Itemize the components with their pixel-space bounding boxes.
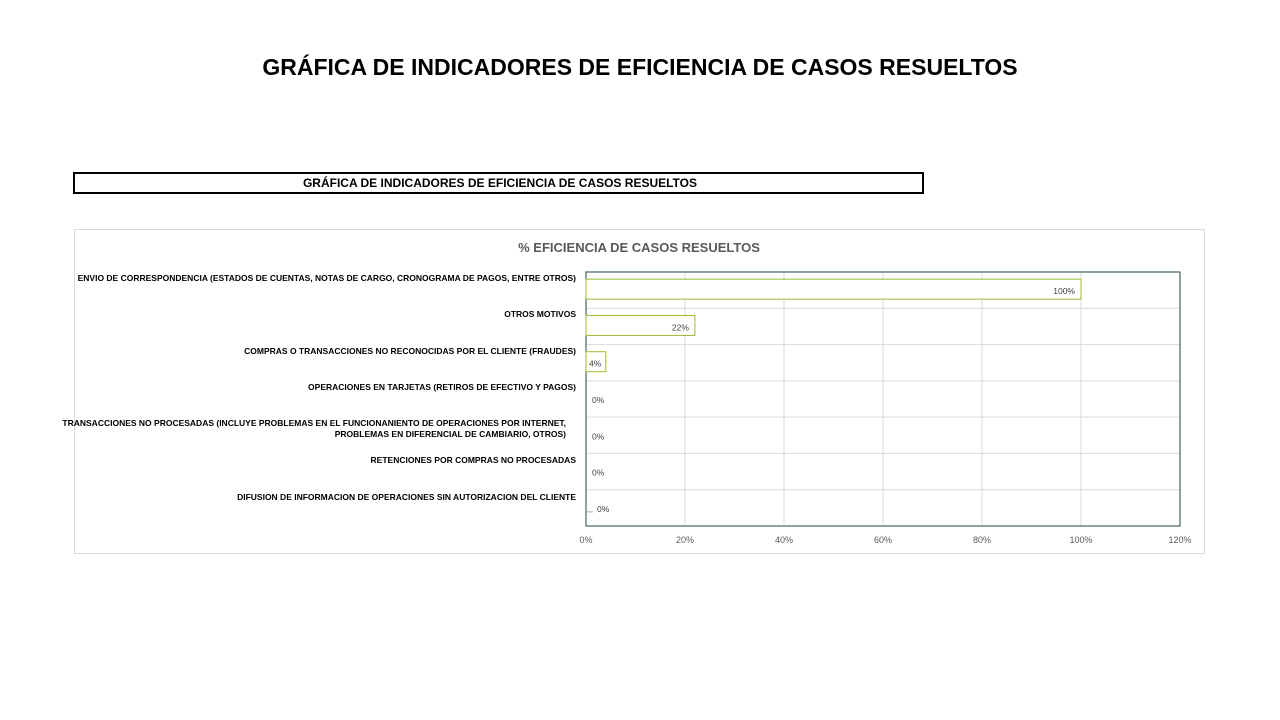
x-tick-label: 60% <box>873 535 893 545</box>
x-tick-label: 120% <box>1168 535 1192 545</box>
data-label: 0% <box>597 503 610 514</box>
x-tick-label: 0% <box>579 535 593 545</box>
x-tick-label: 40% <box>774 535 794 545</box>
data-label: 0% <box>592 431 605 442</box>
data-label: 100% <box>1053 286 1075 297</box>
chart-header-label: GRÁFICA DE INDICADORES DE EFICIENCIA DE CASOS RESUELTOS <box>302 176 698 190</box>
category-label: TRANSACCIONES NO PROCESADAS (INCLUYE PROBLEMAS EN EL FUNCIONANIENTO DE OPERACIONES POR INTERNET, PROBLEMAS EN DIFERENCIAL DE CAMBIARIO, OTROS) <box>62 418 566 439</box>
page-title: GRÁFICA DE INDICADORES DE EFICIENCIA DE CASOS RESUELTOS <box>262 54 1018 80</box>
x-tick-label: 80% <box>972 535 992 545</box>
category-label: OPERACIONES EN TARJETAS (RETIROS DE EFECTIVO Y PAGOS) <box>308 382 576 392</box>
data-label: 22% <box>671 322 689 333</box>
category-label: ENVIO DE CORRESPONDENCIA (ESTADOS DE CUENTAS, NOTAS DE CARGO, CRONOGRAMA DE PAGOS, ENTRE OTROS) <box>77 273 576 283</box>
data-label: 0% <box>592 467 605 478</box>
bar <box>586 279 1081 299</box>
chart-header-box <box>73 172 924 194</box>
x-tick-label: 20% <box>675 535 695 545</box>
category-label: COMPRAS O TRANSACCIONES NO RECONOCIDAS POR EL CLIENTE (FRAUDES) <box>244 346 576 356</box>
category-label: OTROS MOTIVOS <box>504 309 576 319</box>
data-label: 0% <box>592 395 605 405</box>
category-label: DIFUSION DE INFORMACION DE OPERACIONES SIN AUTORIZACION DEL CLIENTE <box>237 492 576 502</box>
category-label: RETENCIONES POR COMPRAS NO PROCESADAS <box>370 455 576 465</box>
x-tick-label: 100% <box>1069 535 1093 545</box>
chart-title: % EFICIENCIA DE CASOS RESUELTOS <box>518 240 760 255</box>
data-label: 4% <box>589 358 602 369</box>
bar-chart <box>62 229 1205 554</box>
